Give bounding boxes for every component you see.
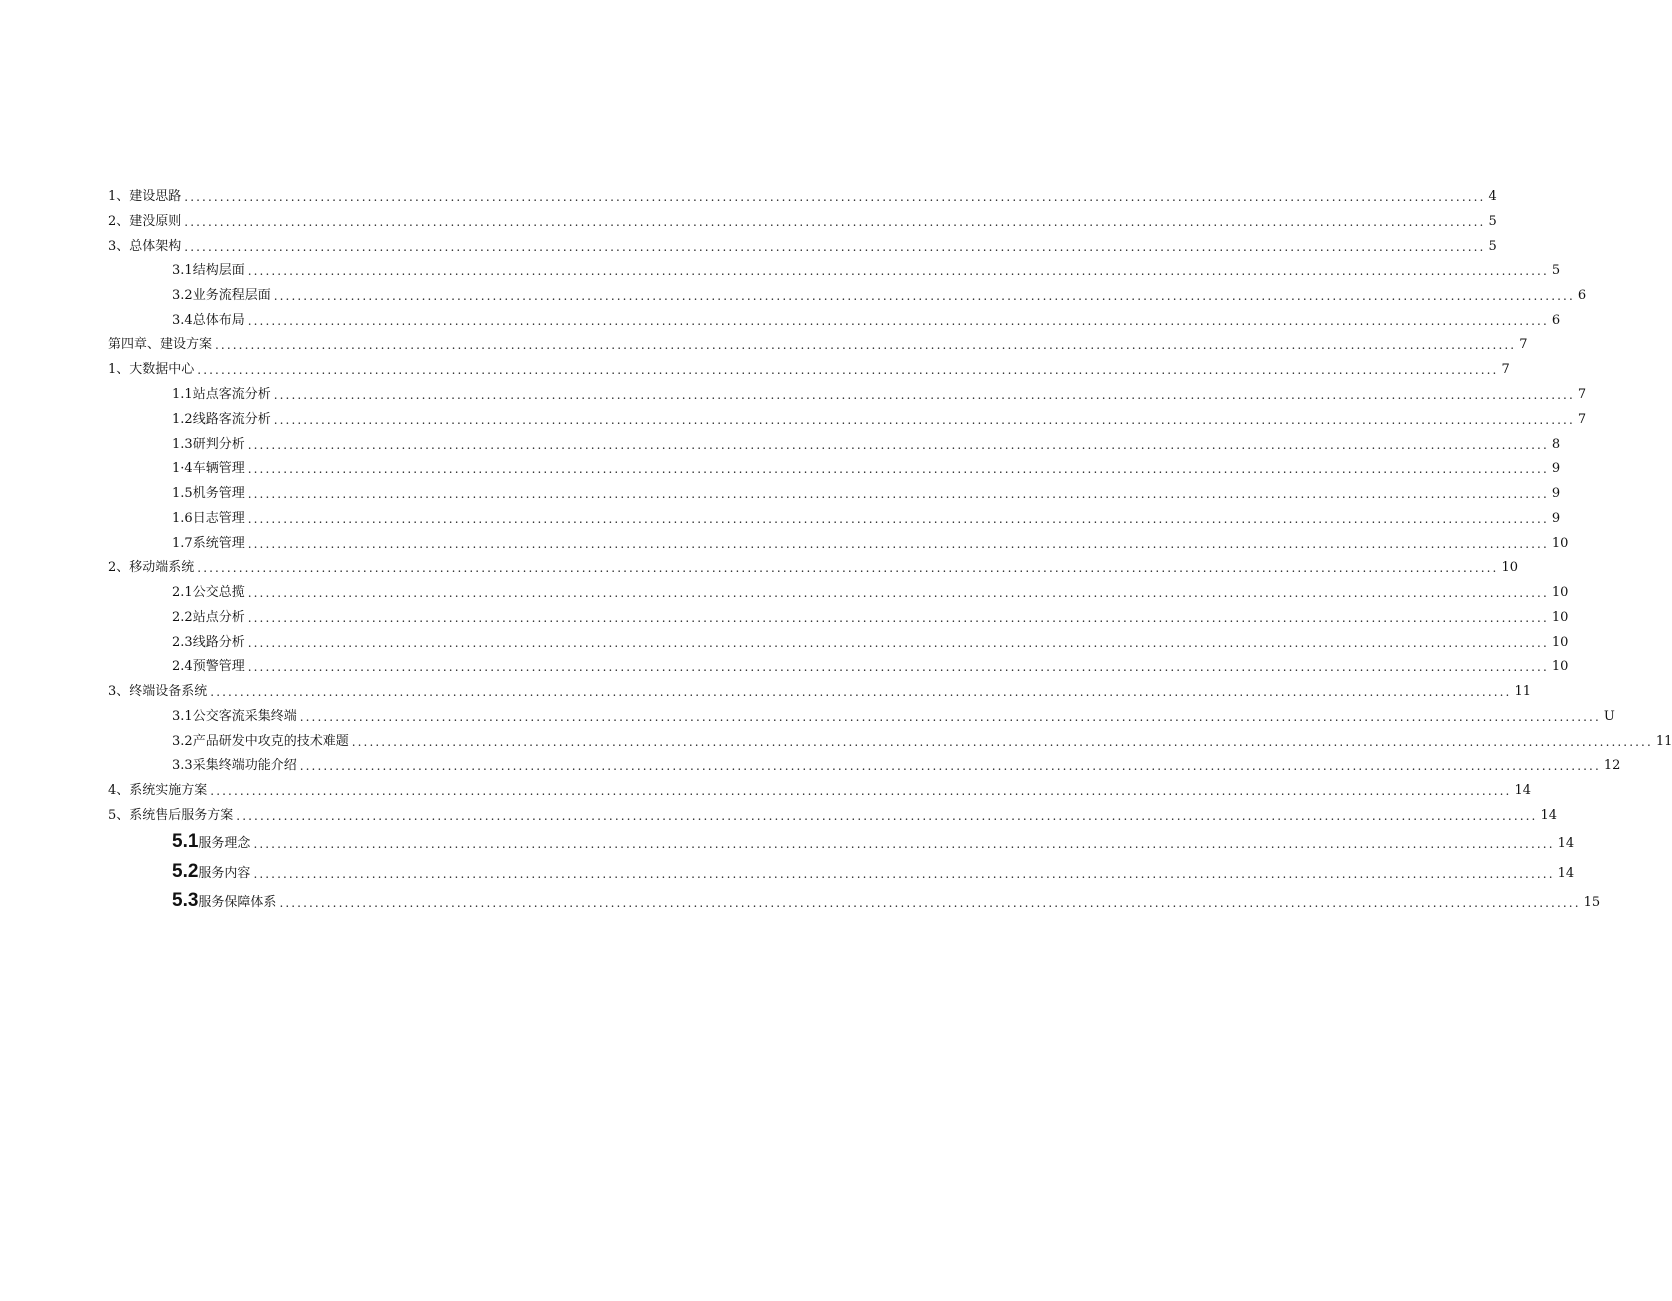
dot-leader: ............................................................................................................................................................................................................................ — [247, 636, 1549, 650]
toc-entry-number: 2、 — [108, 214, 130, 229]
toc-entry-number: 2.1 — [172, 585, 193, 600]
toc-entry-number: 5.3 — [172, 890, 199, 911]
toc-entry-line — [172, 455, 1561, 477]
toc-entry-page-number: 10 — [1551, 635, 1569, 650]
toc-entry-title: 终端设备系统 — [129, 684, 208, 699]
toc-entry-page-number: 14 — [1514, 783, 1532, 798]
toc-entry-number: 3.3 — [172, 758, 193, 773]
toc-entry-number: 5、 — [108, 808, 130, 823]
toc-entry-line — [172, 703, 1615, 725]
toc-entry-number: 3.1 — [172, 263, 193, 278]
toc-entry-title: 系统管理 — [192, 536, 245, 551]
toc-entry-page-number: 4 — [1488, 189, 1497, 204]
toc-entry-number: 3.4 — [172, 313, 193, 328]
dot-leader: ............................................................................................................................................................................................................................ — [236, 809, 1538, 823]
toc-entry-line — [172, 505, 1561, 527]
dot-leader: ............................................................................................................................................................................................................................ — [184, 215, 1486, 229]
toc-entry-page-number: 7 — [1501, 362, 1510, 377]
toc-entry-number: 1.3 — [172, 437, 193, 452]
toc-entry[interactable] — [0, 678, 1532, 702]
toc-entry[interactable] — [0, 455, 1561, 479]
toc-entry[interactable] — [0, 530, 1569, 554]
toc-entry-title: 移动端系统 — [129, 560, 195, 575]
toc-entry-number: 1.7 — [172, 536, 193, 551]
toc-entry-page-number: 10 — [1551, 585, 1569, 600]
toc-entry-page-number: U — [1603, 709, 1615, 724]
dot-leader: ............................................................................................................................................................................................................................ — [197, 363, 1499, 377]
toc-entry-line — [108, 802, 1558, 824]
toc-entry-number: 1.5 — [172, 486, 193, 501]
toc-entry[interactable] — [0, 752, 1621, 776]
toc-entry-line — [108, 233, 1497, 255]
toc-entry-title: 系统售后服务方案 — [129, 808, 234, 823]
toc-entry-page-number: 8 — [1551, 437, 1561, 452]
toc-entry-page-number: 11 — [1655, 734, 1672, 749]
toc-entry-line — [172, 885, 1601, 911]
dot-leader: ............................................................................................................................................................................................................................ — [247, 660, 1549, 674]
toc-entry-title: 公交总揽 — [192, 585, 245, 600]
toc-entry-page-number: 5 — [1488, 239, 1497, 254]
toc-entry-page-number: 7 — [1519, 337, 1528, 352]
toc-entry-number: 2.2 — [172, 610, 193, 625]
toc-entry-number: 1.6 — [172, 511, 193, 526]
toc-entry-number: 1.2 — [172, 412, 193, 427]
toc-entry[interactable] — [0, 257, 1561, 281]
toc-entry-title: 站点客流分析 — [192, 387, 271, 402]
toc-entry-title: 大数据中心 — [129, 362, 195, 377]
toc-entry-page-number: 10 — [1551, 659, 1569, 674]
toc-entry-page-number: 10 — [1551, 610, 1569, 625]
toc-entry-title: 产品研发中攻克的技术难题 — [192, 734, 349, 749]
dot-leader: ............................................................................................................................................................................................................................ — [351, 735, 1653, 749]
dot-leader: ............................................................................................................................................................................................................................ — [184, 190, 1486, 204]
toc-entry-line — [172, 856, 1575, 882]
toc-entry-number: 1、 — [108, 189, 130, 204]
toc-entry-page-number: 14 — [1557, 866, 1575, 881]
toc-entry-line — [108, 554, 1519, 576]
dot-leader: ............................................................................................................................................................................................................................ — [247, 264, 1549, 278]
dot-leader: ............................................................................................................................................................................................................................ — [253, 867, 1555, 881]
dot-leader: ............................................................................................................................................................................................................................ — [247, 537, 1549, 551]
dot-leader: ............................................................................................................................................................................................................................ — [215, 338, 1517, 352]
toc-entry-number: 4、 — [108, 783, 130, 798]
toc-entry-page-number: 5 — [1551, 263, 1561, 278]
dot-leader: ............................................................................................................................................................................................................................ — [247, 314, 1549, 328]
dot-leader: ............................................................................................................................................................................................................................ — [197, 561, 1499, 575]
toc-entry[interactable] — [0, 856, 1575, 882]
toc-entry-line — [108, 678, 1532, 700]
toc-entry-number: 5.1 — [172, 831, 199, 852]
toc-entry-number: 3.1 — [172, 709, 193, 724]
toc-entry-page-number: 6 — [1551, 313, 1561, 328]
toc-entry-line — [172, 282, 1587, 304]
toc-entry[interactable] — [0, 307, 1561, 331]
toc-entry-title: 采集终端功能介绍 — [192, 758, 297, 773]
toc-entry-number: 2.4 — [172, 659, 193, 674]
toc-entry-title: 总体布局 — [192, 313, 245, 328]
toc-entry-number: 3.2 — [172, 734, 193, 749]
toc-entry-page-number: 14 — [1557, 836, 1575, 851]
toc-entry-line — [172, 257, 1561, 279]
toc-entry[interactable] — [0, 233, 1497, 257]
toc-entry-line — [108, 183, 1497, 205]
dot-leader: ............................................................................................................................................................................................................................ — [247, 611, 1549, 625]
toc-entry-title: 建没原则 — [129, 214, 182, 229]
toc-entry[interactable] — [0, 356, 1510, 380]
toc-entry-page-number: 9 — [1551, 486, 1561, 501]
toc-entry[interactable] — [0, 826, 1575, 852]
dot-leader: ............................................................................................................................................................................................................................ — [273, 289, 1575, 303]
toc-entry[interactable] — [0, 728, 1672, 752]
toc-entry-title: 总体架构 — [129, 239, 182, 254]
toc-entry-title: 线路客流分析 — [192, 412, 271, 427]
toc-entry-line — [172, 431, 1561, 453]
toc-entry[interactable] — [0, 406, 1587, 430]
toc-entry-line — [172, 579, 1569, 601]
toc-entry-number: 5.2 — [172, 861, 199, 882]
toc-entry-page-number: 9 — [1551, 461, 1561, 476]
toc-entry[interactable] — [0, 183, 1497, 207]
toc-entry-line — [108, 356, 1510, 378]
toc-entry[interactable] — [0, 604, 1569, 628]
toc-entry[interactable] — [0, 480, 1561, 504]
toc-entry[interactable] — [0, 885, 1601, 911]
toc-entry-number: 2、 — [108, 560, 130, 575]
dot-leader: ............................................................................................................................................................................................................................ — [247, 438, 1549, 452]
toc-entry-title: 第四章、建设方案 — [108, 337, 213, 352]
toc-entry-line — [172, 406, 1587, 428]
toc-entry-line — [172, 530, 1569, 552]
toc-entry-page-number: 11 — [1514, 684, 1532, 699]
toc-entry-line — [172, 480, 1561, 502]
toc-entry[interactable] — [0, 703, 1615, 727]
dot-leader: ............................................................................................................................................................................................................................ — [299, 759, 1601, 773]
toc-entry-line — [172, 629, 1569, 651]
toc-entry-title: 服务保障体系 — [198, 895, 277, 910]
toc-entry-title: 日志管理 — [192, 511, 245, 526]
toc-entry-title: 车辆管理 — [192, 461, 245, 476]
toc-entry[interactable] — [0, 331, 1528, 355]
toc-entry-line — [108, 777, 1532, 799]
toc-entry[interactable] — [0, 802, 1558, 826]
toc-entry-title: 业务流程层面 — [192, 288, 271, 303]
dot-leader: ............................................................................................................................................................................................................................ — [210, 685, 1512, 699]
toc-entry-page-number: 7 — [1577, 412, 1587, 427]
toc-entry-page-number: 6 — [1577, 288, 1587, 303]
toc-entry-title: 建设思路 — [129, 189, 182, 204]
toc-entry[interactable] — [0, 282, 1587, 306]
toc-entry[interactable] — [0, 431, 1561, 455]
dot-leader: ............................................................................................................................................................................................................................ — [247, 586, 1549, 600]
toc-entry-number: 1.1 — [172, 387, 193, 402]
toc-entry-title: 结构层面 — [192, 263, 245, 278]
toc-entry[interactable] — [0, 554, 1519, 578]
toc-entry-page-number: 10 — [1501, 560, 1519, 575]
toc-entry-number: 3.2 — [172, 288, 193, 303]
toc-entry-line — [172, 728, 1672, 750]
dot-leader: ............................................................................................................................................................................................................................ — [247, 462, 1549, 476]
toc-entry-line — [172, 381, 1587, 403]
toc-entry-title: 公交客流采集终端 — [192, 709, 297, 724]
toc-entry-page-number: 7 — [1577, 387, 1587, 402]
toc-entry-line — [172, 307, 1561, 329]
toc-entry-line — [108, 331, 1528, 353]
toc-entry-line — [108, 208, 1497, 230]
toc-entry-page-number: 14 — [1540, 808, 1558, 823]
dot-leader: ............................................................................................................................................................................................................................ — [184, 240, 1486, 254]
toc-entry-number: 3、 — [108, 239, 130, 254]
toc-entry-title: 线路分析 — [192, 635, 245, 650]
toc-entry[interactable] — [0, 579, 1569, 603]
toc-entry-title: 预警管理 — [192, 659, 245, 674]
dot-leader: ............................................................................................................................................................................................................................ — [299, 710, 1601, 724]
toc-entry-line — [172, 653, 1569, 675]
dot-leader: ............................................................................................................................................................................................................................ — [247, 487, 1549, 501]
toc-entry-number: 2.3 — [172, 635, 193, 650]
dot-leader: ............................................................................................................................................................................................................................ — [253, 837, 1555, 851]
dot-leader: ............................................................................................................................................................................................................................ — [273, 388, 1575, 402]
toc-entry-page-number: 9 — [1551, 511, 1561, 526]
toc-entry[interactable] — [0, 381, 1587, 405]
toc-entry-page-number: 15 — [1583, 895, 1601, 910]
toc-entry-number: 1·4 — [172, 461, 193, 476]
dot-leader: ............................................................................................................................................................................................................................ — [210, 784, 1512, 798]
toc-entry-title: 系统实施方案 — [129, 783, 208, 798]
toc-entry-page-number: 10 — [1551, 536, 1569, 551]
toc-entry[interactable] — [0, 629, 1569, 653]
toc-entry-line — [172, 826, 1575, 852]
toc-entry-title: 服务理念 — [198, 836, 251, 851]
dot-leader: ............................................................................................................................................................................................................................ — [273, 413, 1575, 427]
toc-entry[interactable] — [0, 505, 1561, 529]
toc-entry-title: 服务内容 — [198, 866, 251, 881]
toc-entry-page-number: 12 — [1603, 758, 1621, 773]
toc-entry-number: 3、 — [108, 684, 130, 699]
toc-entry-page-number: 5 — [1488, 214, 1497, 229]
dot-leader: ............................................................................................................................................................................................................................ — [247, 512, 1549, 526]
toc-entry-line — [172, 752, 1621, 774]
toc-entry-number: 1、 — [108, 362, 130, 377]
toc-entry[interactable] — [0, 208, 1497, 232]
dot-leader: ............................................................................................................................................................................................................................ — [279, 896, 1581, 910]
toc-entry[interactable] — [0, 653, 1569, 677]
toc-entry-title: 机务管理 — [192, 486, 245, 501]
toc-entry[interactable] — [0, 777, 1532, 801]
toc-entry-title: 站点分析 — [192, 610, 245, 625]
toc-entry-title: 研判分析 — [192, 437, 245, 452]
toc-entry-line — [172, 604, 1569, 626]
